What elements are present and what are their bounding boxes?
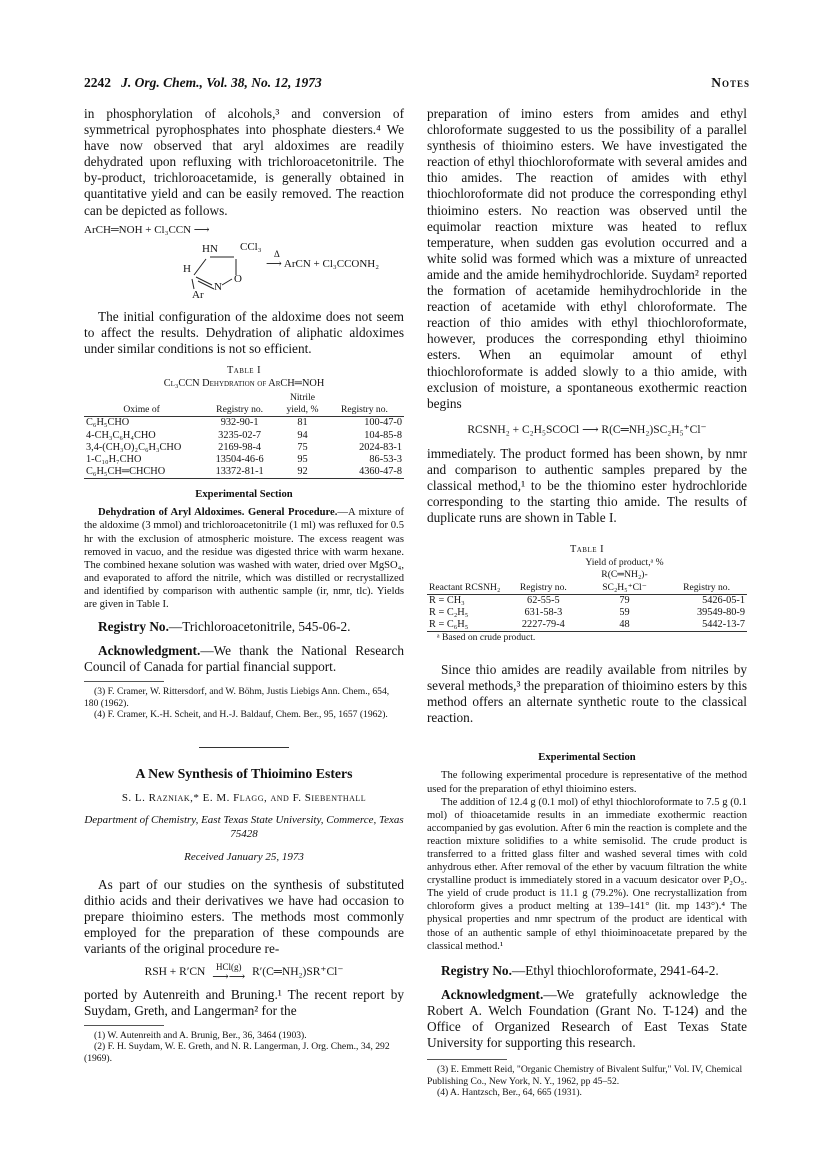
- table-cell: R = C₂H₅: [429, 607, 469, 619]
- table-cell: 100-47-0: [364, 417, 402, 429]
- scheme-products: ⟶ ArCN + Cl₃CCONH₂: [266, 257, 380, 270]
- intro-paragraph: in phosphorylation of alcohols,³ and conversion of symmetrical pyrophosphates into phosphate diesters.⁴ We have now observed that aryl aldoximes are readily dehydrated upon refluxing with trichloroacetonitrile. The by-product, trichloroacetamide, is generally obtained in quantitative yield and can be easily removed. The reaction can be depicted as follows.: [84, 106, 404, 218]
- acknowledgment-text: —We gratefully acknowledge the Robert A. Welch Foundation (Grant No. T-124) and the Office of Organized Research of East Texas State University for supporting this research.: [427, 986, 747, 1051]
- article-authors: S. L. Razniak,* E. M. Flagg, and F. Siebenthall: [121, 792, 367, 805]
- table-footnote: ᵃ Based on crude product.: [437, 632, 536, 644]
- footnote-rule: [84, 681, 164, 682]
- running-header-left: [84, 75, 322, 91]
- table-cell: R = C₆H₅: [427, 619, 504, 632]
- footnote-rule: [84, 1025, 164, 1026]
- body-paragraph: preparation of imino esters from amides and ethyl chloroformate suggested to us the possibility of a parallel synthesis of thioimino esters. We have investigated the reaction of ethyl thiochloroformate with several amides and thio amides. The reaction of amides with ethyl thiochloroformate did not produce the corresponding ethyl thioimino esters. No reaction was observed until the equimolar reaction mixture was heated to reflux temperature, when sudden gas evolution occurred and a white solid was formed which was a mixture of unreacted amide and the amide hemihydrochloride. Suydam² reported the formation of acetamide hemihydrochloride in the reaction of acetamide with ethyl chloroformate. The reaction of thio amides with ethyl thiochloroformate, however, produces the corresponding ethyl thioimino esters. When an equimolar amount of ethyl thiochloroformate is added slowly to a thio amide, with exclusion of moisture, a spontaneous exothermic reaction begins: [427, 106, 747, 411]
- table-cell: 104-85-8: [364, 429, 402, 441]
- table1-title: Table I: [226, 364, 262, 376]
- col-header: Nitrile yield, %: [280, 392, 325, 417]
- registry-paragraph: [84, 619, 404, 635]
- scheme-ring-o: O: [234, 272, 242, 285]
- experimental-paragraph: The following experimental procedure is representative of the method used for the preparation of ethyl thioimino esters.: [427, 770, 747, 795]
- table2-title: Table I: [569, 544, 605, 556]
- paragraph-configuration: The initial configuration of the aldoxime does not seem to affect the results. Dehydration of aliphatic aldoximes under similar conditions is not so efficient.: [84, 308, 404, 356]
- footnote: (4) F. Cramer, K.-H. Scheit, and H.-J. Baldauf, Chem. Ber., 95, 1657 (1962).: [94, 709, 388, 721]
- table-row: [84, 430, 404, 442]
- acknowledgment-text: —We thank the National Research Council of Canada for partial financial support.: [84, 643, 404, 675]
- table-cell: 79: [619, 594, 630, 606]
- scheme-reactants: ArCH═NOH + Cl₃CCN ⟶: [84, 223, 210, 236]
- table-cell: 81: [297, 417, 308, 429]
- footnote: (3) F. Cramer, W. Rittersdorf, and W. Böhm, Justis Liebigs Ann. Chem., 654, 180 (1962).: [84, 686, 390, 709]
- table-cell: 932-90-1: [220, 417, 259, 429]
- footnote: (2) F. H. Suydam, W. E. Greth, and N. R. Langerman, J. Org. Chem., 34, 292 (1969).: [84, 1041, 390, 1064]
- col-header: Registry no.: [199, 392, 280, 417]
- col-header: Registry no.: [666, 557, 747, 594]
- table-cell: C₆H₅CHO: [86, 417, 130, 429]
- table1-subtitle: Cl₃CCN Dehydration of ArCH═NOH: [163, 377, 325, 389]
- oxadiazole-ring-drawing: [184, 249, 264, 299]
- acknowledgment-paragraph: [84, 643, 404, 675]
- acknowledgment-label: Acknowledgment.: [98, 643, 201, 659]
- registry-label: Registry No.: [98, 619, 169, 635]
- table-row: [84, 466, 404, 479]
- table1-left: [84, 392, 404, 479]
- section-label: Notes: [711, 75, 750, 90]
- col-header: Registry no.: [325, 392, 404, 417]
- acknowledgment-paragraph: [427, 987, 747, 1051]
- reaction-scheme: [84, 219, 404, 309]
- table-cell: 13504-46-6: [215, 453, 264, 465]
- equation-lhs: RSH + R′CN: [144, 965, 206, 978]
- table-cell: 48: [583, 619, 666, 632]
- registry-text: —Ethyl thiochloroformate, 2941-64-2.: [511, 962, 719, 978]
- table-cell: 62-55-5: [527, 594, 560, 606]
- equation-rhs: R′(C═NH₂)SR⁺Cl⁻: [252, 965, 344, 978]
- scheme-ring-hn: HN: [202, 242, 218, 255]
- table-cell: R = CH₃: [429, 594, 465, 606]
- table-row: [427, 594, 747, 607]
- col-header: Reactant RCSNH₂: [427, 557, 504, 594]
- procedure-title: Dehydration of Aryl Aldoximes. General Procedure.: [98, 507, 338, 519]
- scheme-ring-h: H: [183, 262, 191, 275]
- table-cell: C₆H₅CH═CHCHO: [84, 466, 199, 479]
- table-cell: 39549-80-9: [696, 607, 745, 619]
- article-title: A New Synthesis of Thioimino Esters: [135, 766, 353, 782]
- experimental-heading: Experimental Section: [538, 752, 636, 764]
- body-paragraph: immediately. The product formed has been shown, by nmr and comparison to authentic samples prepared by the classical method,¹ to be the thiomino ester hydrochloride corresponding to the starting thio amide. The results of duplicate runs are shown in Table I.: [427, 445, 747, 526]
- table-cell: 631-58-3: [524, 607, 563, 619]
- left-column: [84, 106, 404, 1065]
- experimental-paragraph: The addition of 12.4 g (0.1 mol) of ethyl thiochloroformate to 7.5 g (0.1 mol) of thioacetamide results in an immediate exothermic reaction accompanied by gas evolution. After 6 min the reaction is complete and the reaction mixture solidifies to a white semisolid. The crude product is transferred to a fritted glass filter and washed several times with cold anhydrous ether. After removal of the ether by vacuum filtration the white crystalline product is immediately stored in a vacuum desicator over P₂O₅. The yield of crude product is 11.1 g (79.2%). One recrystallization from chloroform gives a product melting at 139–141° (lit. mp 143°).⁴ The physical properties and nmr spectrum of the product are identical with those of an authentic sample of ethyl thioiminoacetate prepared by the classical method.¹: [427, 796, 747, 952]
- table-row: [427, 619, 747, 632]
- procedure-text: —A mixture of the aldoxime (3 mmol) and trichloroacetonitrile (1 ml) was refluxed for 0.5 hr with the exclusion of atmospheric moisture. The excess reagent was removed in vacuo, and the residue was digested thrice with warm hexane. The combined hexane solution was washed with water, dried over MgSO₄, and evaporated to afford the nitrile, which was distilled or recrystallized and identified by comparison with authentic sample (ir, nmr, tlc). Yields are given in Table I.: [84, 507, 404, 611]
- scheme-arrow-label: Δ: [274, 248, 280, 259]
- right-column: [427, 106, 747, 1099]
- table-cell: 75: [297, 441, 308, 453]
- body-paragraph: As part of our studies on the synthesis of substituted dithio acids and their derivatives we have had occasion to prepare thioimino esters. The methods most commonly employed for the preparation of these compounds are variants of the original procedure re-: [84, 877, 404, 957]
- table-row: [427, 607, 747, 619]
- body-paragraph: ported by Autenreith and Bruning.¹ The recent report by Suydam, Greth, and Langerman² for the: [84, 986, 404, 1018]
- table-row: [84, 442, 404, 454]
- footnote: (3) E. Emmett Reid, "Organic Chemistry of Bivalent Sulfur," Vol. IV, Chemical Publishing Co., New York, N. Y., 1962, pp 45–52.: [427, 1064, 743, 1087]
- article-separator: [199, 747, 289, 748]
- table-row: [84, 417, 404, 430]
- table-cell: 1-C₁₀H₇CHO: [86, 453, 142, 465]
- article-affiliation: Department of Chemistry, East Texas State University, Commerce, Texas 75428: [84, 814, 404, 840]
- equation-arrow: [212, 963, 245, 982]
- page-number: 2242: [84, 75, 111, 90]
- table-cell: 92: [280, 466, 325, 479]
- table-cell: 2024-83-1: [359, 441, 402, 453]
- journal-citation: J. Org. Chem., Vol. 38, No. 12, 1973: [121, 75, 322, 90]
- table-cell: 94: [297, 429, 308, 441]
- col-header: Oxime of: [84, 392, 199, 417]
- scheme-ring-ar: Ar: [192, 288, 204, 301]
- equation-2: RCSNH₂ + C₂H₅SCOCl ⟶ R(C═NH₂)SC₂H₅⁺Cl⁻: [467, 423, 707, 436]
- experimental-heading: Experimental Section: [195, 489, 293, 501]
- table-cell: 4-CH₃C₆H₄CHO: [86, 429, 156, 441]
- table-cell: 2169-98-4: [218, 441, 262, 453]
- scheme-ring-n: N: [214, 280, 222, 293]
- equation-condition: HCl(g): [215, 961, 242, 972]
- table-cell: 3,4-(CH₃O)₂C₆H₃CHO: [86, 441, 182, 453]
- table-cell: 2227-79-4: [504, 619, 583, 632]
- arrow-glyph: ⟶⟶: [212, 970, 246, 983]
- acknowledgment-label: Acknowledgment.: [441, 986, 544, 1002]
- body-paragraph: Since thio amides are readily available from nitriles by several methods,³ the preparation of thioimino esters by this method offers an alternate synthetic route to the classical reaction.: [427, 662, 747, 726]
- table-row: [84, 454, 404, 466]
- registry-text: —Trichloroacetonitrile, 545-06-2.: [168, 619, 351, 635]
- received-date: Received January 25, 1973: [184, 851, 304, 864]
- scheme-ring-ccl3: CCl₃: [240, 240, 262, 253]
- table-cell: 4360-47-8: [325, 466, 404, 479]
- table-cell: 86-53-3: [369, 453, 402, 465]
- table-cell: 13372-81-1: [199, 466, 280, 479]
- col-header: Yield of product,ᵃ % R(C═NH₂)-SC₂H₅⁺Cl⁻: [583, 557, 666, 594]
- footnote: (4) A. Hantzsch, Ber., 64, 665 (1931).: [437, 1087, 582, 1099]
- experimental-paragraph: [84, 506, 404, 611]
- footnote-rule: [427, 1059, 507, 1060]
- registry-label: Registry No.: [441, 962, 512, 978]
- table-cell: 95: [297, 453, 308, 465]
- col-header: Registry no.: [504, 557, 583, 594]
- footnote: (1) W. Autenreith and A. Brunig, Ber., 36, 3464 (1903).: [94, 1029, 307, 1041]
- registry-paragraph: [427, 963, 747, 979]
- table-cell: 59: [619, 607, 630, 619]
- table1-right: [427, 557, 747, 632]
- table-cell: 5426-05-1: [702, 594, 745, 606]
- equation-1: [84, 963, 404, 982]
- table-cell: 3235-02-7: [218, 429, 262, 441]
- table-cell: 5442-13-7: [666, 619, 747, 632]
